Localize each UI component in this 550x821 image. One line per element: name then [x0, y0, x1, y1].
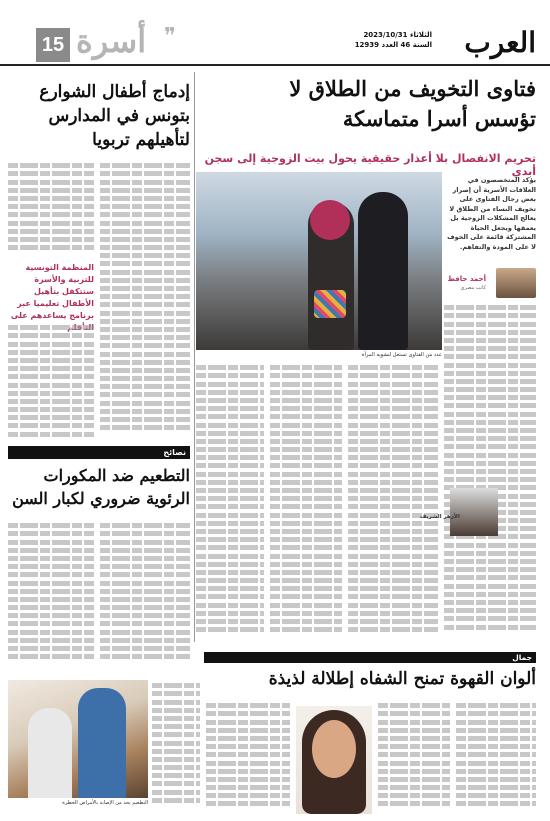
body-text-column — [100, 520, 190, 670]
body-text-column — [270, 362, 342, 644]
author-photo — [496, 268, 536, 298]
author-role: كاتب مصري — [460, 285, 486, 291]
photo-bag — [314, 290, 346, 318]
main-subhead: تحريم الانفصال بلا أعذار حقيقية يحول بيت الزوجية إلى سجن أبدي — [204, 152, 536, 178]
main-lead: يؤكد المتخصصون في العلاقات الأسرية أن إصرار بعض رجال الفتاوى على تخويف النساء من الطلاق لا يعالج المشكلات الزوجية بل يعمقها ويجعل الحياة المشتركة قائمة على الخوف لا على المودة والتفاهم. — [447, 176, 536, 251]
beauty-photo — [296, 706, 372, 814]
body-text-column — [206, 700, 290, 814]
portrait-caption: الأزهر الشريف — [420, 514, 460, 520]
column-divider — [194, 72, 195, 642]
photo-figure — [358, 192, 408, 350]
body-text-column — [456, 700, 536, 814]
body-text-column — [8, 520, 94, 670]
issue-date: الثلاثاء 2023/10/31 — [363, 31, 432, 39]
body-text-column — [196, 362, 264, 644]
beauty-headline: ألوان القهوة تمنح الشفاه إطلالة لذيذة — [268, 669, 536, 689]
quote-mark-icon: ❞ — [164, 24, 176, 49]
issue-number: السنة 46 العدد 12939 — [354, 41, 432, 49]
newspaper-logo: العرب — [464, 26, 536, 59]
left-headline: إدماج أطفال الشوارع بتونس في المدارس لتأهيلهم تربويا — [39, 82, 190, 150]
tips-headline: التطعيم ضد المكورات الرئوية ضروري لكبار السن — [12, 466, 190, 508]
photo-figure — [28, 708, 72, 798]
section-tag-beauty: جمال — [204, 652, 536, 663]
body-text-column — [378, 700, 450, 814]
section-tag-tips: نصائح — [8, 446, 190, 459]
callout-quote: المنظمة التونسية للتربية والأسرة ستتكفل بتأهيل الأطفال تعليميا عبر برنامج يساعدهم على — [10, 263, 94, 320]
body-text-column — [152, 680, 200, 810]
masthead — [0, 0, 550, 66]
body-text-column — [348, 362, 438, 644]
scholar-portrait — [450, 488, 498, 536]
issue-info — [355, 30, 432, 50]
main-headline: فتاوى التخويف من الطلاق لا تؤسس أسرا متماسكة — [289, 76, 536, 131]
body-text-column — [8, 160, 94, 256]
author-name: أحمد حافظ — [447, 275, 486, 283]
tips-photo-caption: التطعيم يحد من الإصابة بالأمراض الخطرة — [62, 800, 148, 806]
photo-face — [312, 720, 356, 778]
photo-figure — [78, 688, 126, 798]
photo-figure-head — [310, 200, 350, 240]
body-text-column — [100, 160, 190, 440]
section-title: أسرة — [76, 22, 147, 60]
main-article-photo — [196, 172, 442, 350]
main-photo-caption: عدد من الفتاوى تستغل لتشويه المرأة — [361, 352, 442, 358]
page-number: 15 — [36, 28, 70, 62]
vaccination-photo — [8, 680, 148, 798]
body-text-column — [8, 322, 94, 440]
body-text-column — [444, 302, 536, 644]
